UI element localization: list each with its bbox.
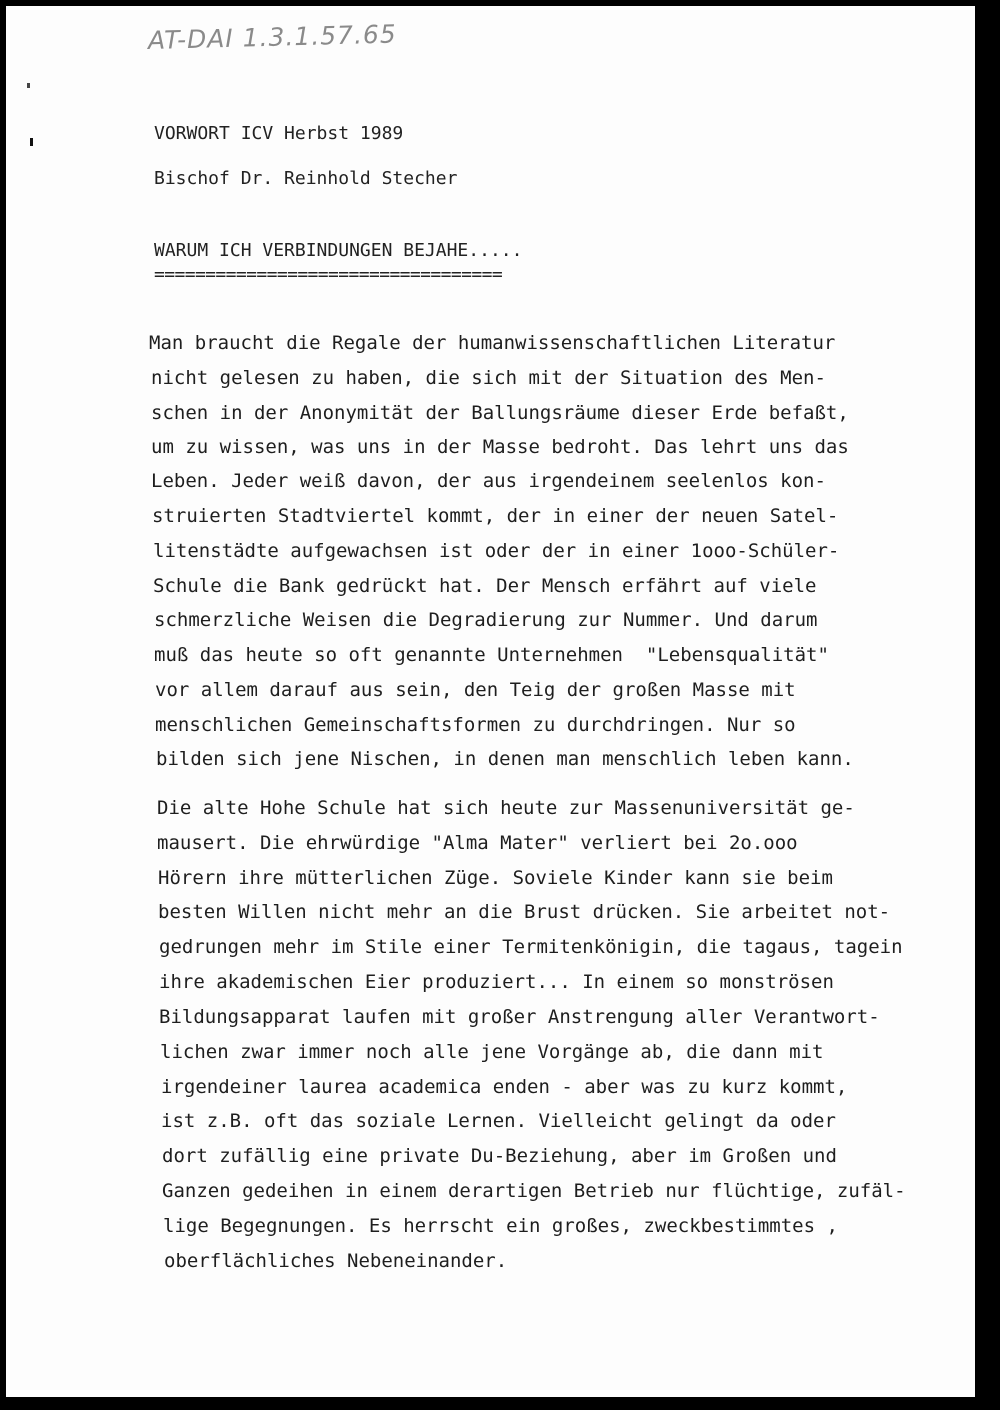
text-line: Bildungsapparat laufen mit großer Anstrengung aller Verantwort- (159, 1006, 880, 1028)
document-page (6, 6, 975, 1397)
text-line: schmerzliche Weisen die Degradierung zur Nummer. Und darum (154, 609, 818, 631)
text-line: gedrungen mehr im Stile einer Termitenkönigin, die tagaus, tagein (159, 936, 903, 958)
text-line: schen in der Anonymität der Ballungsräume dieser Erde befaßt, (151, 402, 849, 424)
text-line: oberflächliches Nebeneinander. (164, 1250, 508, 1272)
document-title: WARUM ICH VERBINDUNGEN BEJAHE..... (154, 240, 523, 261)
text-line: Die alte Hohe Schule hat sich heute zur Massenuniversität ge- (157, 797, 855, 819)
text-line: nicht gelesen zu haben, die sich mit der Situation des Men- (151, 367, 826, 389)
text-line: vor allem darauf aus sein, den Teig der großen Masse mit (155, 679, 796, 701)
text-line: mausert. Die ehrwürdige "Alma Mater" verliert bei 2o.ooo (157, 832, 798, 854)
text-line: bilden sich jene Nischen, in denen man menschlich leben kann. (156, 748, 854, 770)
text-line: muß das heute so oft genannte Unternehmen "Lebensqualität" (154, 644, 829, 666)
text-line: um zu wissen, was uns in der Masse bedroht. Das lehrt uns das (151, 436, 849, 458)
text-line: Ganzen gedeihen in einem derartigen Betrieb nur flüchtige, zufäl- (162, 1180, 906, 1202)
text-line: besten Willen nicht mehr an die Brust drücken. Sie arbeitet not- (158, 901, 891, 923)
text-line: struierten Stadtviertel kommt, der in einer der neuen Satel- (152, 505, 839, 527)
header-line-author: Bischof Dr. Reinhold Stecher (154, 168, 458, 189)
text-line: Leben. Jeder weiß davon, der aus irgendeinem seelenlos kon- (151, 470, 826, 492)
text-line: menschlichen Gemeinschaftsformen zu durchdringen. Nur so (155, 714, 796, 736)
text-line: ihre akademischen Eier produziert... In einem so monströsen (159, 971, 834, 993)
header-line-preface: VORWORT ICV Herbst 1989 (154, 123, 404, 144)
archive-reference-handwritten: AT-DAI 1.3.1.57.65 (147, 19, 398, 55)
text-line: Schule die Bank gedrückt hat. Der Mensch erfährt auf viele (153, 575, 817, 597)
text-line: litenstädte aufgewachsen ist oder der in einer 1ooo-Schüler- (153, 540, 840, 562)
text-line: irgendeiner laurea academica enden - aber was zu kurz kommt, (161, 1076, 848, 1098)
text-line: Man braucht die Regale der humanwissenschaftlichen Literatur (149, 332, 836, 354)
title-underline: ================================== (154, 264, 503, 285)
text-line: lige Begegnungen. Es herrscht ein großes, zweckbestimmtes , (163, 1215, 838, 1237)
text-line: Hörern ihre mütterlichen Züge. Soviele Kinder kann sie beim (158, 867, 833, 889)
text-line: lichen zwar immer noch alle jene Vorgänge ab, die dann mit (160, 1041, 824, 1063)
text-line: dort zufällig eine private Du-Beziehung, aber im Großen und (162, 1145, 837, 1167)
text-line: ist z.B. oft das soziale Lernen. Vielleicht gelingt da oder (161, 1110, 836, 1132)
